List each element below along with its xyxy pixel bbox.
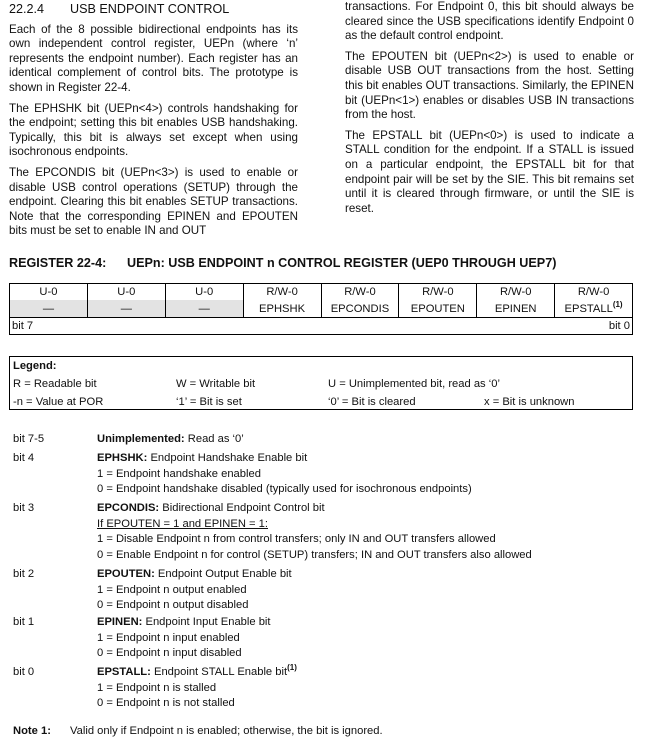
bit-order-cell xyxy=(10,318,633,335)
register-name: UEPn: USB ENDPOINT n CONTROL REGISTER (UEP0 THROUGH UEP7) xyxy=(127,256,557,270)
bit-option-1: 1 = Endpoint n is stalled xyxy=(97,681,217,694)
footnote-text: Valid only if Endpoint n is enabled; otherwise, the bit is ignored. xyxy=(70,725,383,737)
bit-option-0: 0 = Endpoint handshake disabled (typically used for isochronous endpoints) xyxy=(97,483,472,496)
bit-field-name: EPHSHK: xyxy=(97,452,148,464)
register-label: REGISTER 22-4: xyxy=(9,256,107,270)
footnote xyxy=(13,724,383,739)
bit-field-desc: Endpoint STALL Enable bit xyxy=(150,666,288,678)
legend-title: Legend: xyxy=(13,360,57,372)
bit-low-label: bit 0 xyxy=(608,320,630,332)
bit-label: bit 1 xyxy=(13,616,35,628)
bit-field-desc: Endpoint Output Enable bit xyxy=(154,568,292,580)
bit-field-desc: Read as ‘0’ xyxy=(184,433,244,445)
bit-heading xyxy=(97,501,637,517)
paragraph: The EPSTALL bit (UEPn<0>) is used to indicate a STALL condition for the endpoint. If a STALL is issued on a particular endpoint, the EPSTALL bit for that endpoint pair will be set by the SIE. This bit remains set until it is cleared through firmware, or until the SIE is reset. xyxy=(345,128,634,215)
access-cell: R/W-0 xyxy=(555,284,633,301)
section-heading xyxy=(9,2,298,17)
access-cell: U-0 xyxy=(10,284,88,301)
paragraph: The EPOUTEN bit (UEPn<2>) is used to enable or disable USB OUT transactions from the host. Setting this bit enables OUT transactions. Similarly, the EPINEN bit (UEPn<1>) enables or disables USB IN transactions from the host. xyxy=(345,49,634,122)
bit-option-1: 1 = Disable Endpoint n from control transfers; only IN and OUT transfers allowed xyxy=(97,533,496,546)
bit-name-cell: — xyxy=(165,300,243,318)
bit-option-1: 1 = Endpoint n input enabled xyxy=(97,631,240,644)
bit-high-label: bit 7 xyxy=(12,320,34,332)
bit-name-cell: EPCONDIS xyxy=(321,300,399,318)
bit-heading xyxy=(97,665,637,681)
access-cell: R/W-0 xyxy=(477,284,555,301)
access-cell: R/W-0 xyxy=(243,284,321,301)
bit-condition: If EPOUTEN = 1 and EPINEN = 1: xyxy=(97,517,268,530)
bit-order-row xyxy=(10,318,633,335)
access-cell: R/W-0 xyxy=(321,284,399,301)
note-ref: (1) xyxy=(287,663,297,672)
bit-label: bit 3 xyxy=(13,502,35,514)
bit-body xyxy=(97,501,637,563)
legend-cleared: ‘0’ = Bit is cleared xyxy=(328,396,416,408)
note-ref: (1) xyxy=(612,299,623,309)
bit-field-name: EPSTALL: xyxy=(97,666,151,678)
bit-field-desc: Endpoint Input Enable bit xyxy=(142,616,271,628)
bit-body xyxy=(97,665,637,712)
bit-label: bit 4 xyxy=(13,452,35,464)
legend-box xyxy=(9,356,633,410)
bit-label: bit 7-5 xyxy=(13,433,45,445)
bit-option-0: 0 = Endpoint n output disabled xyxy=(97,599,249,612)
access-row xyxy=(10,284,633,301)
bit-name-cell: — xyxy=(87,300,165,318)
bit-name-row xyxy=(10,300,633,318)
register-title xyxy=(9,256,635,271)
bit-name-cell: EPOUTEN xyxy=(399,300,477,318)
paragraph: The EPHSHK bit (UEPn<4>) controls handshaking for the endpoint; setting this bit enables USB handshaking. Typically, this bit is always set except when using isochronous endpoints. xyxy=(9,101,298,159)
access-cell: U-0 xyxy=(87,284,165,301)
section-number: 22.2.4 xyxy=(9,2,45,16)
left-column xyxy=(9,0,298,245)
bit-option-1: 1 = Endpoint n output enabled xyxy=(97,583,247,596)
footnote-label: Note 1: xyxy=(13,725,51,737)
bit-heading xyxy=(97,451,637,467)
bit-body xyxy=(97,451,637,498)
register-bit-table xyxy=(9,283,633,335)
right-column xyxy=(345,0,634,222)
bit-field-name: EPCONDIS: xyxy=(97,502,160,514)
legend-set: ‘1’ = Bit is set xyxy=(176,396,242,408)
bit-name-cell: EPINEN xyxy=(477,300,555,318)
bit-body xyxy=(97,615,637,662)
bit-heading xyxy=(97,567,637,583)
bit-field-name: EPOUTEN: xyxy=(97,568,155,580)
bit-label: bit 2 xyxy=(13,568,35,580)
bit-field-name: EPINEN: xyxy=(97,616,143,628)
paragraph: transactions. For Endpoint 0, this bit should always be cleared since the USB specifications identify Endpoint 0 as the default control endpoint. xyxy=(345,0,634,43)
legend-unimplemented: U = Unimplemented bit, read as ‘0’ xyxy=(328,378,500,390)
bit-option-0: 0 = Enable Endpoint n for control (SETUP) transfers; IN and OUT transfers also allowed xyxy=(97,548,532,561)
bit-name: EPSTALL xyxy=(564,302,613,315)
bit-option-1: 1 = Endpoint handshake enabled xyxy=(97,467,261,480)
bit-heading xyxy=(97,615,637,631)
bit-option-0: 0 = Endpoint n input disabled xyxy=(97,647,242,660)
bit-body xyxy=(97,567,637,614)
paragraph: Each of the 8 possible bidirectional endpoints has its own independent control register, UEPn (where ‘n’ represents the endpoint number). Each register has an identical complement of control bits. The prototype is shown in Register 22-4. xyxy=(9,22,298,94)
bit-field-desc: Endpoint Handshake Enable bit xyxy=(147,452,308,464)
bit-name-cell: — xyxy=(10,300,88,318)
bit-body xyxy=(97,432,637,448)
bit-field-name: Unimplemented: xyxy=(97,433,185,445)
legend-por: -n = Value at POR xyxy=(13,396,104,408)
access-cell: R/W-0 xyxy=(399,284,477,301)
legend-readable: R = Readable bit xyxy=(13,378,97,390)
bit-name-cell: EPHSHK xyxy=(243,300,321,318)
section-title: USB ENDPOINT CONTROL xyxy=(70,2,230,16)
bit-option-0: 0 = Endpoint n is not stalled xyxy=(97,697,235,710)
bit-heading xyxy=(97,432,637,448)
paragraph: The EPCONDIS bit (UEPn<3>) is used to enable or disable USB control operations (SETUP) through the endpoint. Clearing this bit enables SETUP transactions. Note that the corresponding EPINEN and EPOUTEN bits must be set to enable IN and OUT xyxy=(9,165,298,238)
legend-unknown: x = Bit is unknown xyxy=(484,396,575,408)
access-cell: U-0 xyxy=(165,284,243,301)
bit-name-cell-epstall xyxy=(555,300,633,318)
bit-label: bit 0 xyxy=(13,666,35,678)
legend-writable: W = Writable bit xyxy=(176,378,256,390)
bit-field-desc: Bidirectional Endpoint Control bit xyxy=(159,502,325,514)
